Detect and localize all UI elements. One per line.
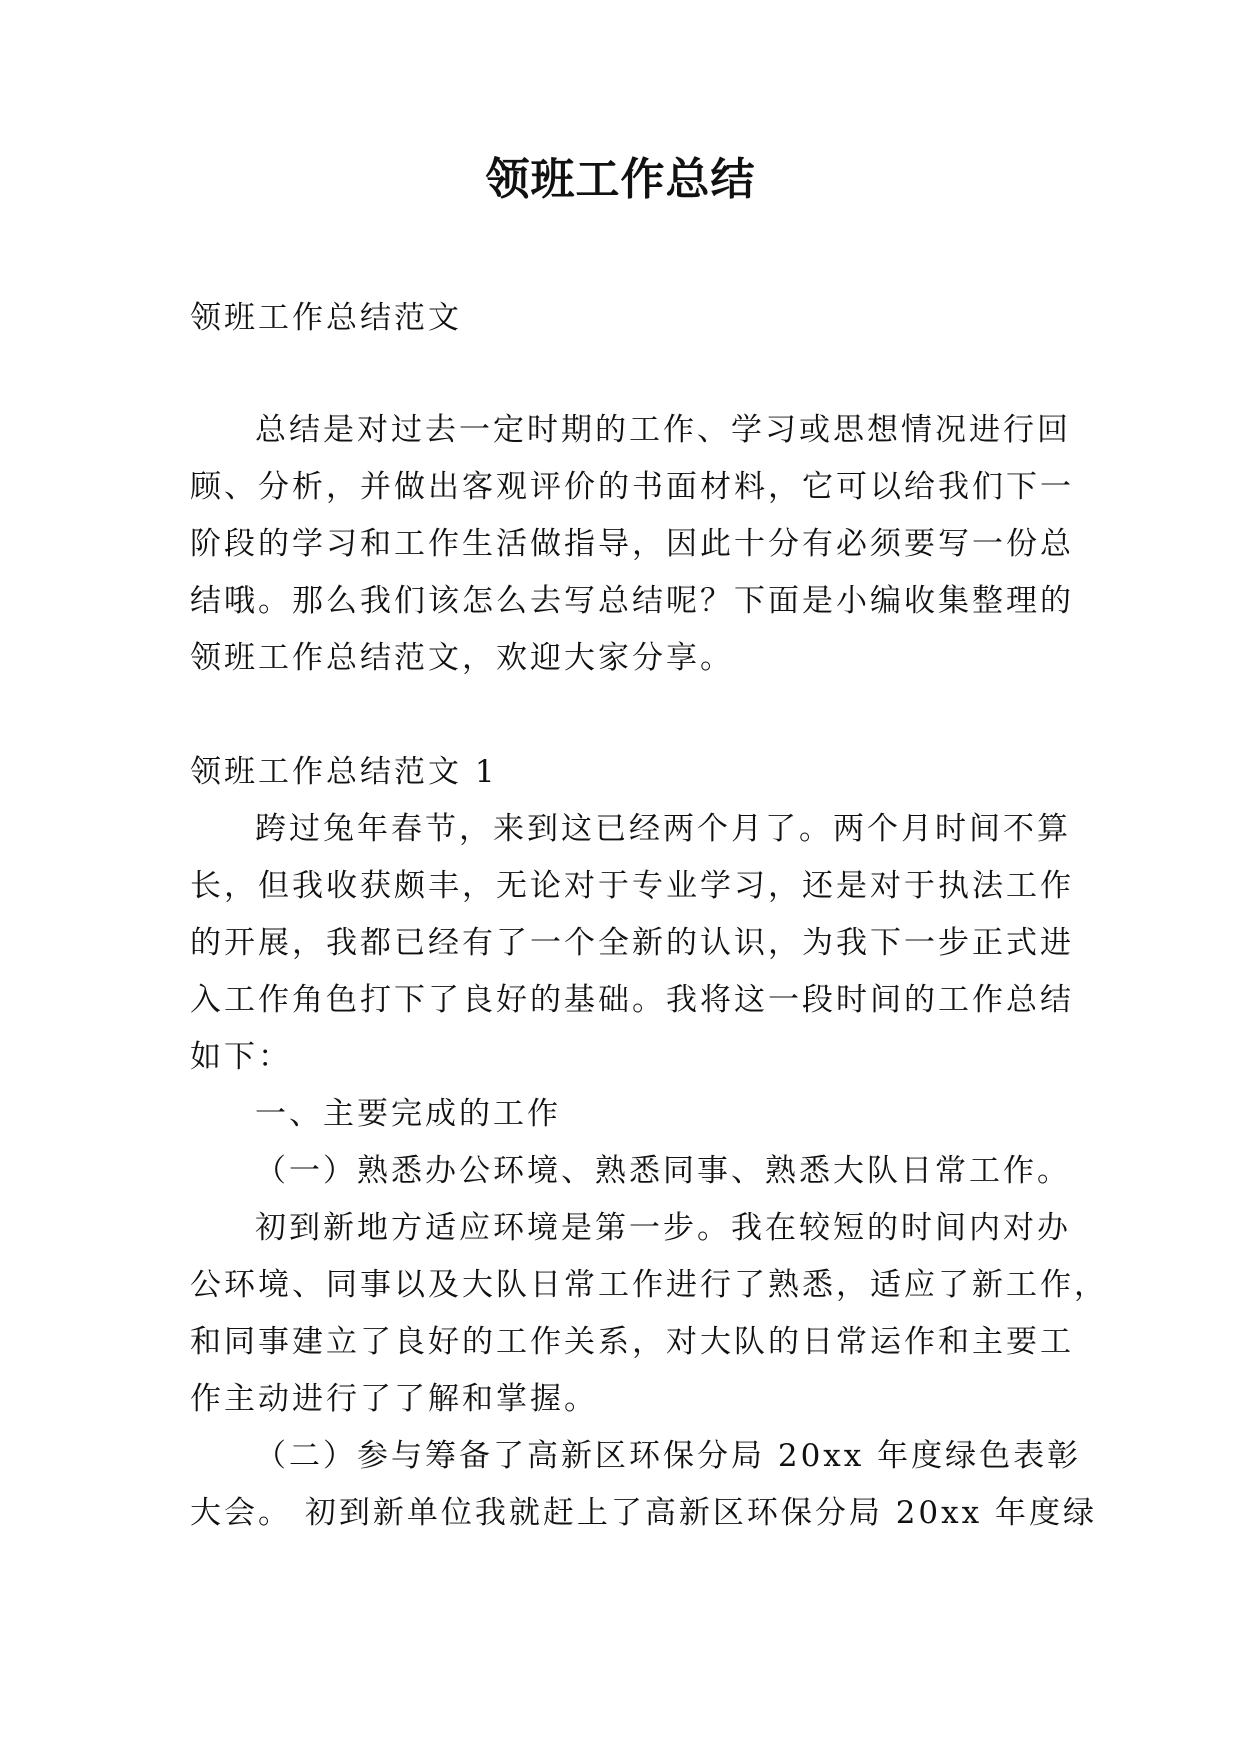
paragraph-line: 如下： — [190, 1039, 292, 1075]
paragraph-line: 阶段的学习和工作生活做指导，因此十分有必须要写一份总 — [190, 526, 1074, 562]
paragraph-line: 公环境、同事以及大队日常工作进行了熟悉，适应了新工作， — [190, 1267, 1108, 1303]
paragraph-line: 作主动进行了了解和掌握。 — [190, 1381, 598, 1417]
document-subtitle: 领班工作总结范文 — [190, 300, 462, 336]
paragraph-line: 总结是对过去一定时期的工作、学习或思想情况进行回 — [255, 412, 1071, 448]
paragraph-line: 初到新地方适应环境是第一步。我在较短的时间内对办 — [255, 1210, 1071, 1246]
document-title: 领班工作总结 — [485, 154, 756, 205]
paragraph-line: 入工作角色打下了良好的基础。我将这一段时间的工作总结 — [190, 982, 1074, 1018]
paragraph-line: 结哦。那么我们该怎么去写总结呢？下面是小编收集整理的 — [190, 583, 1074, 619]
subsection-heading: （一）熟悉办公环境、熟悉同事、熟悉大队日常工作。 — [255, 1153, 1071, 1189]
paragraph-line: 的开展，我都已经有了一个全新的认识，为我下一步正式进 — [190, 925, 1074, 961]
paragraph-line: 跨过兔年春节，来到这已经两个月了。两个月时间不算 — [255, 811, 1071, 847]
section-heading: 一、主要完成的工作 — [255, 1096, 561, 1132]
paragraph-line: 领班工作总结范文，欢迎大家分享。 — [190, 640, 734, 676]
paragraph-line: 大会。 初到新单位我就赶上了高新区环保分局 20xx 年度绿 — [190, 1495, 1097, 1531]
paragraph-line: 长，但我收获颇丰，无论对于专业学习，还是对于执法工作 — [190, 868, 1074, 904]
paragraph-line: 和同事建立了良好的工作关系，对大队的日常运作和主要工 — [190, 1324, 1074, 1360]
section-heading: 领班工作总结范文 1 — [190, 754, 498, 790]
paragraph-line: 顾、分析，并做出客观评价的书面材料，它可以给我们下一 — [190, 469, 1074, 505]
subsection-heading: （二）参与筹备了高新区环保分局 20xx 年度绿色表彰 — [255, 1438, 1082, 1474]
